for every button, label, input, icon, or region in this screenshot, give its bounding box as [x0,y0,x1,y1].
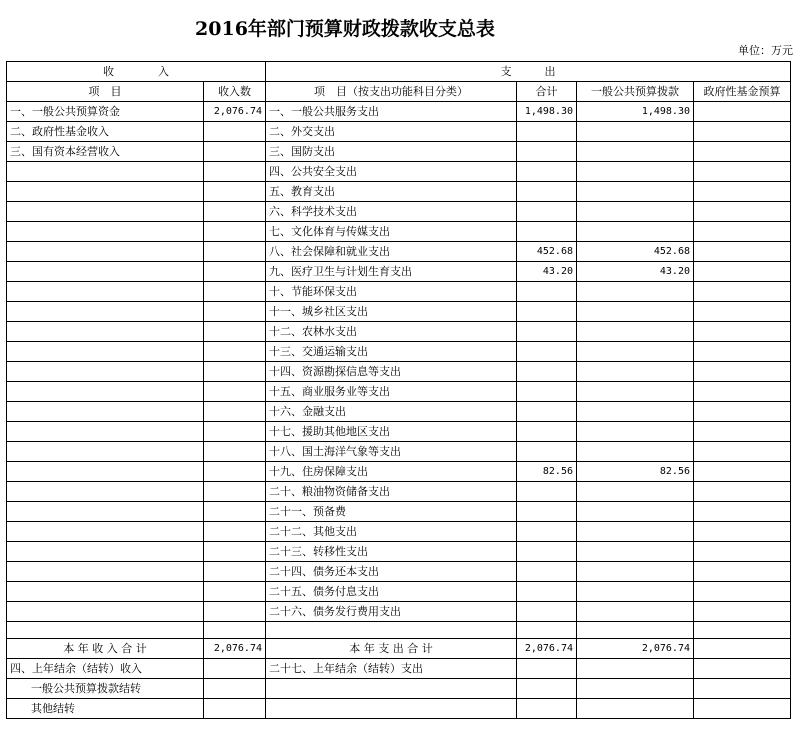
expense-total [517,502,577,522]
expense-fund [694,202,791,222]
table-row [7,262,791,282]
expense-item: 四、公共安全支出 [266,162,517,182]
expense-total-general: 2,076.74 [577,639,694,659]
empty-cell [694,659,791,679]
carryover-sub2-label: 其他结转 [7,699,204,719]
expense-total-label: 本 年 支 出 合 计 [266,639,517,659]
income-amount [204,162,266,182]
income-total-amount: 2,076.74 [204,639,266,659]
table-row [7,482,791,502]
expense-fund [694,222,791,242]
income-amount [204,122,266,142]
expense-total [517,202,577,222]
expense-item: 二十、粮油物资储备支出 [266,482,517,502]
income-item [7,482,204,502]
expense-total [517,562,577,582]
expense-fund [694,522,791,542]
unit-label: 单位：万元 [738,44,793,57]
table-row [7,162,791,182]
income-item: 一、一般公共预算资金 [7,102,204,122]
expense-total: 1,498.30 [517,102,577,122]
table-row [7,182,791,202]
expense-total [517,342,577,362]
expense-total [517,482,577,502]
income-amount: 2,076.74 [204,102,266,122]
table-row [7,622,791,639]
empty-cell [7,622,204,639]
expense-total [517,182,577,202]
expense-fund [694,142,791,162]
page-title: 2016年部门预算财政拨款收支总表 [195,18,495,40]
income-item: 二、政府性基金收入 [7,122,204,142]
expense-total [517,322,577,342]
expense-header: 支 出 [266,62,791,82]
expense-general: 43.20 [577,262,694,282]
table-row [7,502,791,522]
expense-fund [694,362,791,382]
expense-total [517,282,577,302]
expense-item: 十四、资源勘探信息等支出 [266,362,517,382]
expense-general [577,222,694,242]
income-amount [204,282,266,302]
empty-cell [517,659,577,679]
expense-fund [694,582,791,602]
col-total: 合计 [517,82,577,102]
carryover-expense-label: 二十七、上年结余（结转）支出 [266,659,517,679]
expense-total [517,522,577,542]
expense-fund [694,182,791,202]
income-item [7,342,204,362]
income-item [7,362,204,382]
expense-general [577,542,694,562]
expense-item: 十九、住房保障支出 [266,462,517,482]
expense-general [577,202,694,222]
expense-total-fund [694,639,791,659]
income-item [7,582,204,602]
table-row [7,222,791,242]
expense-fund [694,542,791,562]
col-item: 项 目 [7,82,204,102]
expense-item: 九、医疗卫生与计划生育支出 [266,262,517,282]
expense-total [517,422,577,442]
expense-total [517,362,577,382]
empty-cell [266,679,517,699]
expense-item: 十五、商业服务业等支出 [266,382,517,402]
income-amount [204,502,266,522]
expense-total [517,222,577,242]
income-amount [204,302,266,322]
expense-total: 452.68 [517,242,577,262]
expense-fund [694,442,791,462]
table-row [7,342,791,362]
expense-item: 三、国防支出 [266,142,517,162]
totals-row [7,639,791,659]
income-amount [204,322,266,342]
expense-general [577,562,694,582]
income-item [7,262,204,282]
income-amount [204,402,266,422]
expense-total [517,382,577,402]
expense-total [517,402,577,422]
income-item [7,542,204,562]
carryover-sub-row [7,699,791,719]
expense-total [517,602,577,622]
empty-cell [694,622,791,639]
expense-general [577,142,694,162]
empty-cell [204,622,266,639]
expense-item: 七、文化体育与传媒支出 [266,222,517,242]
expense-item: 十八、国土海洋气象等支出 [266,442,517,462]
table-row [7,142,791,162]
income-header: 收 入 [7,62,266,82]
expense-item: 二、外交支出 [266,122,517,142]
expense-general [577,382,694,402]
table-row [7,542,791,562]
income-amount [204,342,266,362]
table-row [7,322,791,342]
income-amount [204,462,266,482]
income-item [7,442,204,462]
expense-total: 43.20 [517,262,577,282]
expense-fund [694,602,791,622]
table-row [7,582,791,602]
empty-cell [266,699,517,719]
income-item [7,602,204,622]
income-item [7,282,204,302]
expense-item: 十二、农林水支出 [266,322,517,342]
income-amount [204,382,266,402]
expense-total-sum: 2,076.74 [517,639,577,659]
expense-fund [694,482,791,502]
income-item [7,522,204,542]
income-item [7,502,204,522]
expense-fund [694,122,791,142]
expense-fund [694,342,791,362]
expense-total [517,142,577,162]
expense-item: 二十二、其他支出 [266,522,517,542]
expense-general [577,442,694,462]
expense-fund [694,102,791,122]
empty-cell [204,659,266,679]
expense-general: 1,498.30 [577,102,694,122]
expense-fund [694,402,791,422]
table-row [7,442,791,462]
col-general: 一般公共预算拨款 [577,82,694,102]
expense-general [577,582,694,602]
empty-cell [204,699,266,719]
expense-item: 二十三、转移性支出 [266,542,517,562]
expense-general [577,162,694,182]
income-amount [204,562,266,582]
expense-fund [694,242,791,262]
expense-item: 二十六、债务发行费用支出 [266,602,517,622]
table-row [7,122,791,142]
expense-general: 452.68 [577,242,694,262]
table-row [7,242,791,262]
col-income-amount: 收入数 [204,82,266,102]
expense-general [577,282,694,302]
income-amount [204,422,266,442]
expense-general [577,322,694,342]
expense-item: 二十一、预备费 [266,502,517,522]
expense-fund [694,302,791,322]
empty-cell [577,699,694,719]
expense-item: 十六、金融支出 [266,402,517,422]
empty-cell [517,699,577,719]
expense-total [517,122,577,142]
expense-item: 八、社会保障和就业支出 [266,242,517,262]
expense-item: 十三、交通运输支出 [266,342,517,362]
table-row [7,382,791,402]
income-item [7,322,204,342]
income-amount [204,602,266,622]
income-amount [204,542,266,562]
income-amount [204,222,266,242]
expense-item: 十、节能环保支出 [266,282,517,302]
expense-total: 82.56 [517,462,577,482]
expense-item: 十一、城乡社区支出 [266,302,517,322]
income-item [7,422,204,442]
col-fund: 政府性基金预算 [694,82,791,102]
income-item [7,222,204,242]
expense-item: 一、一般公共服务支出 [266,102,517,122]
expense-fund [694,262,791,282]
budget-table [6,61,791,719]
expense-general [577,122,694,142]
expense-total [517,542,577,562]
income-amount [204,482,266,502]
expense-fund [694,422,791,442]
expense-fund [694,282,791,302]
income-amount [204,262,266,282]
empty-cell [577,679,694,699]
expense-item: 二十四、债务还本支出 [266,562,517,582]
expense-fund [694,562,791,582]
income-item [7,302,204,322]
expense-general [577,482,694,502]
expense-item: 二十五、债务付息支出 [266,582,517,602]
expense-general [577,522,694,542]
table-row [7,302,791,322]
expense-general [577,402,694,422]
carryover-row [7,659,791,679]
expense-fund [694,322,791,342]
table-row [7,422,791,442]
empty-cell [694,699,791,719]
empty-cell [266,622,517,639]
carryover-sub-row [7,679,791,699]
income-item [7,462,204,482]
col-expense-item: 项 目（按支出功能科目分类） [266,82,517,102]
expense-fund [694,162,791,182]
expense-total [517,442,577,462]
carryover-sub1-label: 一般公共预算拨款结转 [7,679,204,699]
income-item [7,182,204,202]
expense-general [577,342,694,362]
expense-general: 82.56 [577,462,694,482]
empty-cell [694,679,791,699]
income-item [7,402,204,422]
expense-fund [694,382,791,402]
expense-general [577,602,694,622]
table-row [7,522,791,542]
expense-general [577,502,694,522]
income-amount [204,242,266,262]
expense-general [577,182,694,202]
income-item [7,382,204,402]
income-amount [204,442,266,462]
table-row [7,282,791,302]
table-row [7,402,791,422]
expense-total [517,582,577,602]
expense-general [577,302,694,322]
empty-cell [204,679,266,699]
income-amount [204,582,266,602]
empty-cell [577,659,694,679]
carryover-income-label: 四、上年结余（结转）收入 [7,659,204,679]
income-amount [204,142,266,162]
income-amount [204,362,266,382]
expense-item: 十七、援助其他地区支出 [266,422,517,442]
table-row [7,562,791,582]
table-row [7,362,791,382]
income-item [7,162,204,182]
income-item [7,242,204,262]
expense-general [577,362,694,382]
income-total-label: 本 年 收 入 合 计 [7,639,204,659]
empty-cell [517,622,577,639]
table-row [7,102,791,122]
expense-fund [694,502,791,522]
empty-cell [517,679,577,699]
income-item [7,202,204,222]
income-amount [204,182,266,202]
expense-total [517,302,577,322]
expense-item: 五、教育支出 [266,182,517,202]
income-item [7,562,204,582]
expense-fund [694,462,791,482]
table-row [7,462,791,482]
expense-total [517,162,577,182]
income-amount [204,202,266,222]
empty-cell [577,622,694,639]
expense-item: 六、科学技术支出 [266,202,517,222]
income-item: 三、国有资本经营收入 [7,142,204,162]
expense-general [577,422,694,442]
table-row [7,602,791,622]
table-row [7,202,791,222]
income-amount [204,522,266,542]
